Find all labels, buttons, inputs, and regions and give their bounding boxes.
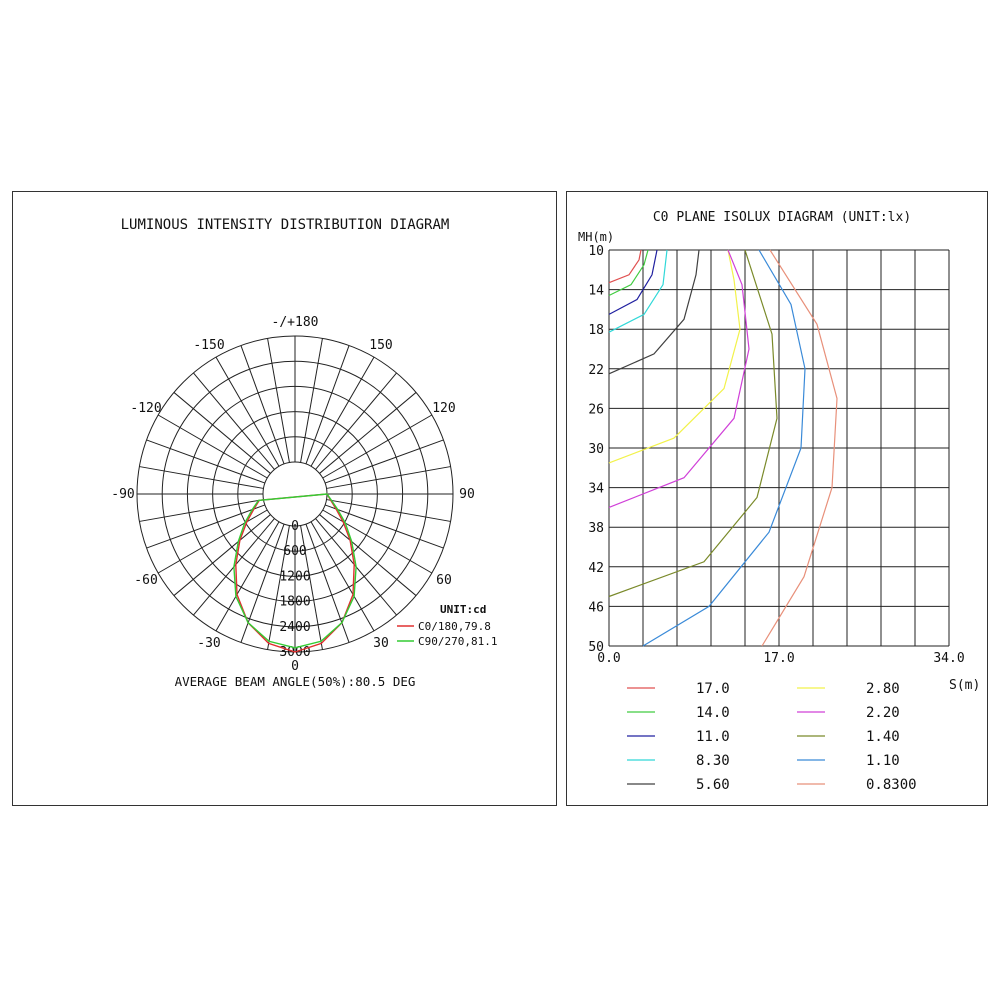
polar-spoke bbox=[306, 346, 349, 464]
isolux-legend-label: 1.40 bbox=[866, 729, 900, 745]
polar-angle-label: 60 bbox=[436, 573, 452, 588]
polar-spoke bbox=[139, 467, 263, 489]
y-axis-label: MH(m) bbox=[578, 230, 615, 244]
unit-label: UNIT:cd bbox=[440, 603, 487, 616]
isolux-curve bbox=[609, 250, 740, 463]
polar-spoke bbox=[325, 505, 443, 548]
y-tick-label: 26 bbox=[588, 402, 604, 418]
isolux-legend-label: 0.8300 bbox=[866, 777, 917, 793]
y-tick-label: 22 bbox=[588, 362, 604, 378]
isolux-curve bbox=[609, 250, 648, 296]
y-tick-label: 14 bbox=[588, 283, 604, 299]
x-tick-labels bbox=[597, 651, 964, 666]
radial-tick-label: 600 bbox=[283, 544, 307, 560]
polar-angle-label: -/+180 bbox=[271, 315, 319, 330]
isolux-legend-label: 1.10 bbox=[866, 753, 900, 769]
isolux-legend-label: 17.0 bbox=[696, 681, 730, 697]
isolux-chart bbox=[567, 192, 989, 807]
isolux-legend-label: 5.60 bbox=[696, 777, 730, 793]
isolux-legend-label: 2.20 bbox=[866, 705, 900, 721]
isolux-curve bbox=[609, 250, 749, 507]
polar-legend bbox=[397, 620, 497, 648]
polar-spoke bbox=[327, 500, 451, 522]
polar-angle-label: -60 bbox=[134, 573, 158, 588]
polar-angle-label: -150 bbox=[193, 338, 225, 354]
isolux-curve bbox=[609, 250, 777, 597]
polar-spoke bbox=[241, 524, 284, 642]
isolux-legend-label: 14.0 bbox=[696, 705, 730, 721]
polar-angle-label: -90 bbox=[111, 487, 135, 502]
polar-angle-label: 120 bbox=[432, 401, 456, 416]
radial-tick-label: 1800 bbox=[279, 594, 311, 610]
polar-angle-label: 30 bbox=[373, 635, 389, 651]
polar-spoke bbox=[139, 500, 263, 522]
polar-spoke bbox=[147, 505, 265, 548]
x-tick-label: 0.0 bbox=[597, 651, 621, 666]
polar-spoke bbox=[241, 346, 284, 464]
isolux-title: C0 PLANE ISOLUX DIAGRAM (UNIT:lx) bbox=[652, 210, 912, 225]
radial-tick-label: 3000 bbox=[279, 645, 311, 660]
x-tick-label: 34.0 bbox=[933, 651, 965, 666]
polar-panel bbox=[12, 191, 557, 806]
isolux-legend-label: 2.80 bbox=[866, 681, 900, 697]
radial-tick-label: 0 bbox=[291, 519, 299, 534]
polar-legend-label: C90/270,81.1 bbox=[418, 635, 498, 648]
isolux-panel bbox=[566, 191, 988, 806]
polar-angle-label: 90 bbox=[459, 487, 475, 502]
radial-tick-label: 1200 bbox=[279, 569, 311, 585]
y-tick-label: 42 bbox=[588, 560, 604, 576]
polar-chart bbox=[13, 192, 558, 807]
polar-legend-label: C0/180,79.8 bbox=[418, 620, 491, 633]
y-tick-label: 10 bbox=[588, 244, 604, 259]
y-tick-labels bbox=[588, 244, 604, 655]
isolux-legend bbox=[627, 681, 917, 793]
polar-ring bbox=[263, 462, 327, 526]
polar-title: LUMINOUS INTENSITY DISTRIBUTION DIAGRAM bbox=[120, 217, 450, 233]
polar-angle-label: -30 bbox=[197, 635, 221, 651]
y-tick-label: 30 bbox=[588, 442, 604, 457]
isolux-legend-label: 8.30 bbox=[696, 753, 730, 769]
radial-tick-label: 2400 bbox=[279, 619, 311, 635]
y-tick-label: 46 bbox=[588, 600, 604, 616]
polar-spoke bbox=[301, 338, 323, 462]
isolux-curve bbox=[609, 250, 699, 374]
isolux-grid bbox=[609, 250, 949, 646]
polar-spoke bbox=[147, 440, 265, 483]
y-tick-label: 18 bbox=[588, 323, 604, 339]
x-axis-label: S(m) bbox=[949, 678, 981, 693]
y-tick-label: 34 bbox=[588, 481, 604, 497]
beam-angle-text: AVERAGE BEAM ANGLE(50%):80.5 DEG bbox=[174, 674, 416, 689]
polar-spoke bbox=[327, 467, 451, 489]
polar-spoke bbox=[268, 338, 290, 462]
polar-angle-label: -120 bbox=[130, 401, 162, 416]
y-tick-label: 38 bbox=[588, 521, 604, 537]
y-tick-label: 50 bbox=[588, 640, 604, 655]
polar-angle-label: 0 bbox=[291, 659, 299, 674]
isolux-legend-label: 11.0 bbox=[696, 729, 730, 745]
polar-spoke bbox=[306, 524, 349, 642]
polar-angle-label: 150 bbox=[369, 338, 393, 354]
polar-spoke bbox=[325, 440, 443, 483]
x-tick-label: 17.0 bbox=[763, 651, 795, 666]
